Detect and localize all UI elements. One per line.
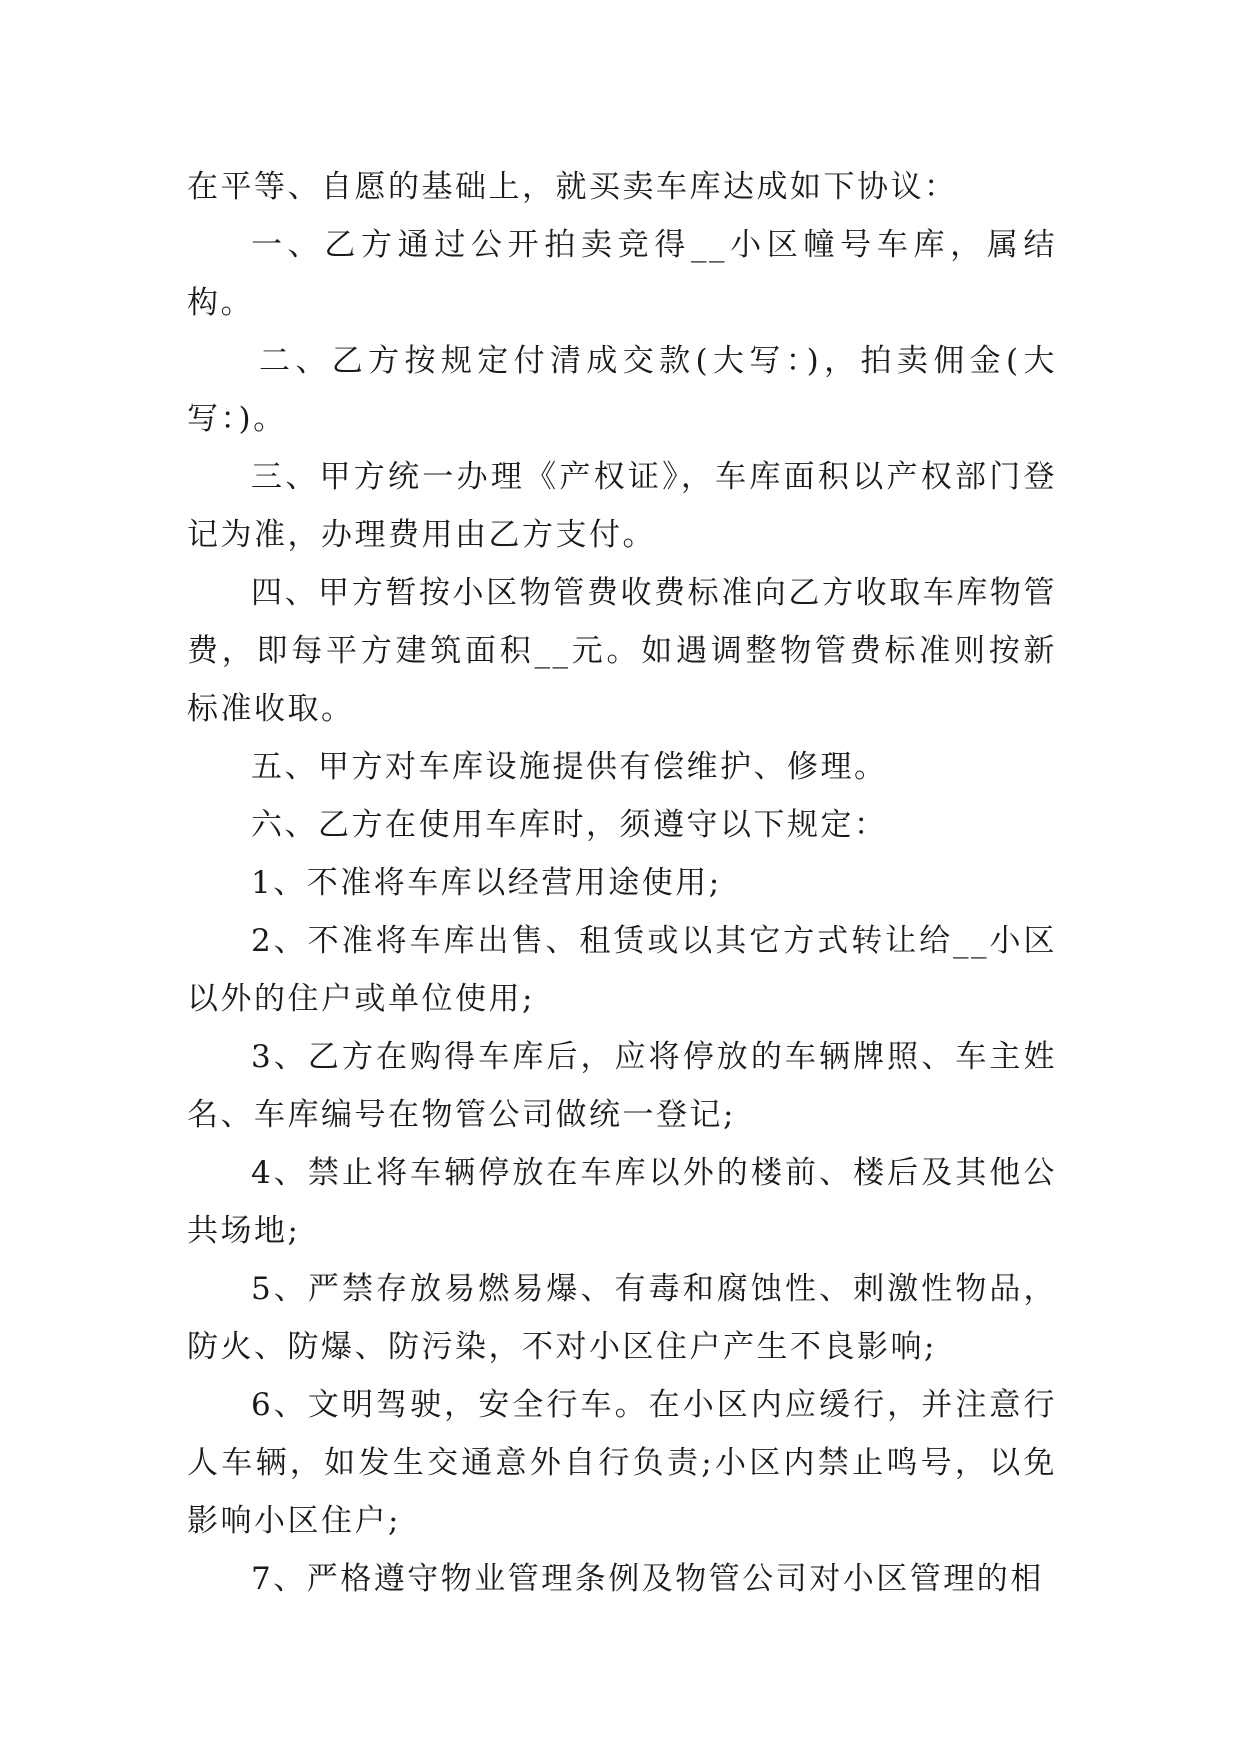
rule-5: 5、严禁存放易燃易爆、有毒和腐蚀性、刺激性物品，防火、防爆、防污染，不对小区住户产生不良影响;: [187, 1271, 1057, 1365]
clause-2: 二、乙方按规定付清成交款(大写：)，拍卖佣金(大写：)。: [187, 343, 1057, 437]
rule-7: 7、严格遵守物业管理条例及物管公司对小区管理的相: [251, 1561, 1044, 1597]
document-body: [187, 158, 1057, 1608]
clause-3: 三、甲方统一办理《产权证》，车库面积以产权部门登记为准，办理费用由乙方支付。: [187, 459, 1057, 553]
rule-6: 6、文明驾驶，安全行车。在小区内应缓行，并注意行人车辆，如发生交通意外自行负责;小区内禁止鸣号，以免影响小区住户;: [187, 1387, 1057, 1539]
rule-3: 3、乙方在购得车库后，应将停放的车辆牌照、车主姓名、车库编号在物管公司做统一登记;: [187, 1039, 1057, 1133]
clause-6: 六、乙方在使用车库时，须遵守以下规定：: [251, 807, 888, 843]
rule-4: 4、禁止将车辆停放在车库以外的楼前、楼后及其他公共场地;: [187, 1155, 1057, 1249]
clause-5: 五、甲方对车库设施提供有偿维护、修理。: [251, 749, 888, 785]
rule-2: 2、不准将车库出售、租赁或以其它方式转让给__小区以外的住户或单位使用;: [187, 923, 1057, 1017]
rule-1: 1、不准将车库以经营用途使用;: [251, 865, 722, 901]
clause-1: 一、乙方通过公开拍卖竞得__小区幢号车库，属结构。: [187, 227, 1057, 321]
paragraph-intro: 在平等、自愿的基础上，就买卖车库达成如下协议：: [187, 169, 958, 205]
clause-4: 四、甲方暂按小区物管费收费标准向乙方收取车库物管费，即每平方建筑面积__元。如遇调整物管费标准则按新标准收取。: [187, 575, 1057, 727]
